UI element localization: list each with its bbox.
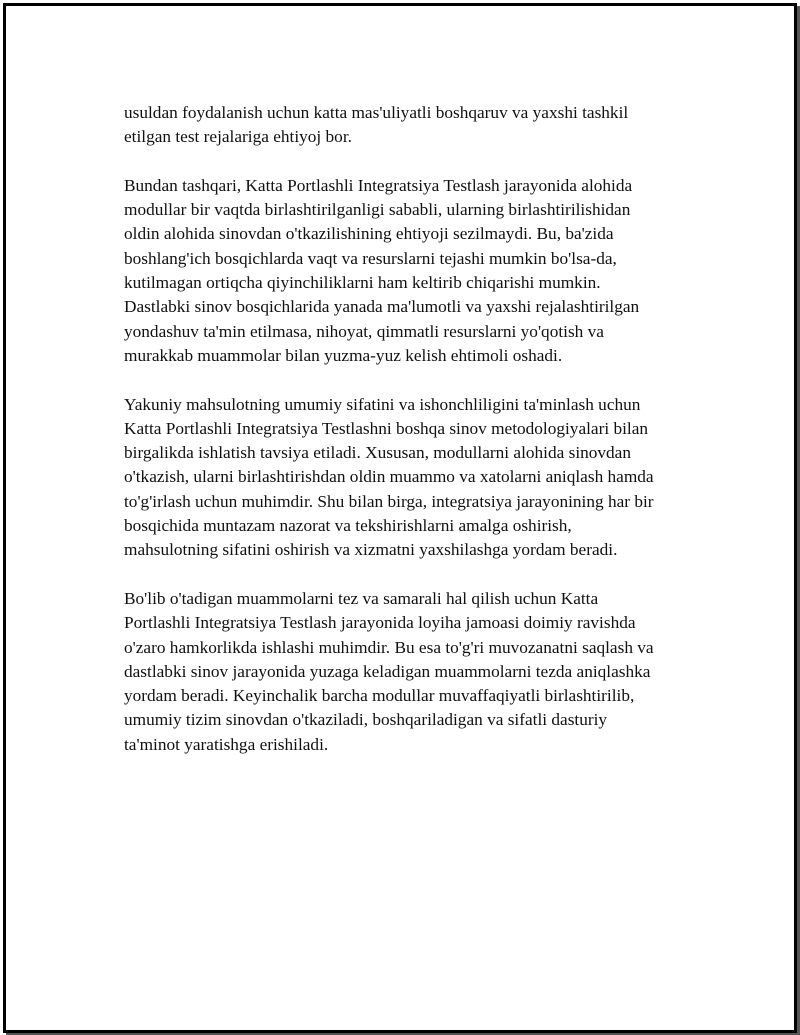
paragraph-4: Bo'lib o'tadigan muammolarni tez va samarali hal qilish uchun Katta Portlashli Integratsiya Testlash jarayonida loyiha jamoasi doimiy ravishda o'zaro hamkorlikda ishlashi muhimdir. Bu esa to'g'ri muvozanatni saqlash va dastlabki sinov jarayonida yuzaga keladigan muammolarni tezda aniqlashka yordam beradi. Keyinchalik barcha modullar muvaffaqiyatli birlashtirilib, umumiy tizim sinovdan o'tkaziladi, boshqariladigan va sifatli dasturiy ta'minot yaratishga erishiladi.	[124, 588, 654, 754]
paragraph-1: usuldan foydalanish uchun katta mas'uliyatli boshqaruv va yaxshi tashkil etilgan test rejalariga ehtiyoj bor.	[124, 103, 629, 147]
document-page	[3, 3, 797, 1033]
paragraph-3: Yakuniy mahsulotning umumiy sifatini va ishonchliligini ta'minlash uchun Katta Portlashli Integratsiya Testlashni boshqa sinov metodologiyalari bilan birgalikda ishlatish tavsiya etiladi. Xususan, modullarni alohida sinovdan o'tkazish, ularni birlashtirishdan oldin muammo va xatolarni aniqlash hamda to'g'irlash uchun muhimdir. Shu bilan birga, integratsiya jarayonining har bir bosqichida muntazam nazorat va tekshirishlarni amalga oshirish, mahsulotning sifatini oshirish va xizmatni yaxshilashga yordam beradi.	[124, 394, 654, 560]
paragraph-2: Bundan tashqari, Katta Portlashli Integratsiya Testlash jarayonida alohida modullar bir vaqtda birlashtirilganligi sababli, ularning birlashtirilishidan oldin alohida sinovdan o'tkazilishining ehtiyoji sezilmaydi. Bu, ba'zida boshlang'ich bosqichlarda vaqt va resurslarni tejashi mumkin bo'lsa-da, kutilmagan ortiqcha qiyinchiliklarni ham keltirib chiqarishi mumkin. Dastlabki sinov bosqichlarida yanada ma'lumotli va yaxshi rejalashtirilgan yondashuv ta'min etilmasa, nihoyat, qimmatli resurslarni yo'qotish va murakkab muammolar bilan yuzma-yuz kelish ehtimoli oshadi.	[124, 175, 640, 365]
document-body	[124, 101, 704, 781]
